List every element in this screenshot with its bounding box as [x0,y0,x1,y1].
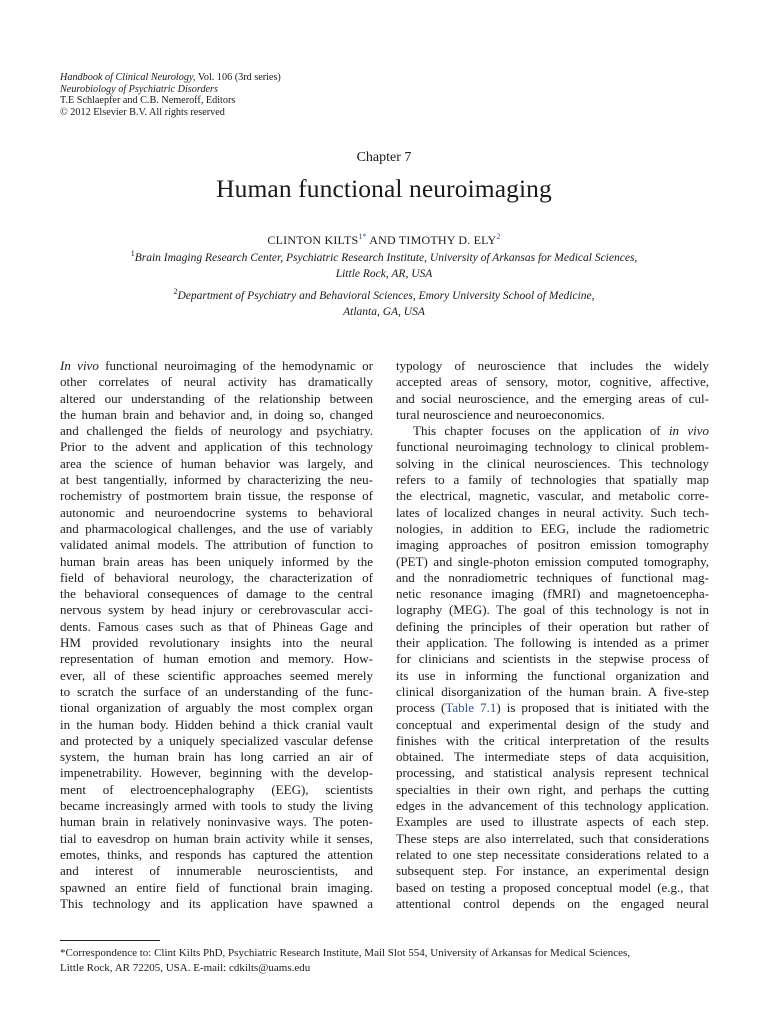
text-line: This chapter focuses on the application of in vivo [413,423,710,439]
author-affiliation-mark[interactable]: 1* [358,232,367,241]
text-line: typology of neuroscience that includes the widely [396,358,709,373]
text-line: defining the principles of their operation but rather of [396,618,709,634]
text-line: specialties in their own right, and perhaps the cutting [396,781,709,797]
text-line: obtained. The intermediate steps of data acquisition, [396,749,709,765]
text-line: lates of localized changes in neural activity. Such tech- [396,504,709,520]
text-line: for clinicians and scientists in the stepwise process of [396,651,709,667]
author-affiliation-mark[interactable]: 2 [496,232,501,241]
text-line: in the human body. Hidden behind a thick cranial vault [60,716,373,732]
affiliation-location: Atlanta, GA, USA [343,306,425,318]
volume-info: Vol. 106 (3rd series) [195,72,281,83]
paragraph-lines [396,439,709,700]
text-line: its use in informing the functional organization and [396,667,709,683]
text-line: human brain areas has been uniquely informed by the [60,553,373,569]
text-line: impenetrability. However, beginning with the develop- [60,765,373,781]
text-line: conceptual and experimental design of the study and [396,716,709,732]
text-line: process (Table 7.1) is proposed that is initiated with the [396,700,710,716]
affiliation-location: Little Rock, AR, USA [335,268,433,280]
text-line: the electrical, magnetic, vascular, and metabolic corre- [396,488,709,504]
chapter-label: Chapter 7 [356,150,412,165]
text-line: (PET) and single-photon emission computed tomography, [396,553,709,569]
paragraph-lines [396,358,709,423]
correspondence-footnote [60,946,710,976]
chapter-title: Human functional neuroimaging [216,174,552,203]
text-line: area the science of human behavior was largely, and [60,455,373,471]
affiliation-1 [80,250,688,282]
copyright: © 2012 Elsevier B.V. All rights reserved [60,106,225,118]
affiliation-text: Department of Psychiatry and Behavioral Sciences, Emory University School of Medicine, [177,290,595,302]
text-line: netic resonance imaging (fMRI) and magnetoencepha- [396,586,709,602]
text-line: the human brain and behavior and, in doing so, changed [60,406,373,422]
body-column-left [60,358,373,912]
text-line: and social neuroscience, and the emerging areas of cul- [396,390,709,406]
text-line: nologies, in addition to EEG, include the radiometric [396,520,709,536]
text-line: ment of electroencephalography (EEG), scientists [60,781,373,797]
text-line: These steps are also interrelated, such that considerations [396,830,709,846]
text-line: emotes, thinks, and responds has captured the attention [60,846,373,862]
author-line [0,233,768,248]
italic-term: In vivo [60,358,99,373]
footnote-line: Little Rock, AR 72205, USA. E-mail: cdkilts@uams.edu [60,962,311,974]
text-line: field of behavioral neurology, the characterization of [60,569,373,585]
text-line: autonomic and neuroendocrine systems to behavioral [60,504,373,520]
affiliation-number: 1 [130,249,135,259]
text-line: and challenged the fields of neurology and psychiatry. [60,423,373,439]
paragraph-lines [60,374,373,912]
text-line: system, the human brain has long carried an air of [60,749,373,765]
text-line: finishes with the critical interpretation of the results [396,732,709,748]
text-line: their application. The following is intended as a primer [396,635,709,651]
text-line: lography (MEG). The goal of this technology is not in [396,602,709,618]
affiliation-2 [80,288,688,320]
text-line: imaging approaches of positron emission tomography [396,537,709,553]
text-line: tial to eavesdrop on human brain activity while it senses, [60,830,373,846]
editors: T.E Schlaepfer and C.B. Nemeroff, Editors [60,95,236,107]
text-line: and protected by a uniquely specialized vascular defense [60,732,373,748]
text-line: the behavioral consequences of damage to the central [60,586,373,602]
volume-title: Neurobiology of Psychiatric Disorders [60,83,218,95]
text-line: solving in the clinical neurosciences. This technology [396,455,709,471]
text-line: HM provided revolutionary insights into the neural [60,635,373,651]
text-line: subsequent step. For instance, an experimental design [396,863,709,879]
italic-term: in vivo [668,423,710,439]
text-line: ever, all of these scientific approaches seemed merely [60,667,373,683]
text-line: functional neuroimaging technology to clinical problem- [396,439,709,455]
author-name: CLINTON KILTS [267,233,359,247]
author-connector: AND [366,233,399,247]
text-line: became increasingly armed with tools to study the living [60,798,373,814]
text-line: validated animal models. The attribution of function to [60,537,373,553]
text-line: at best tangentially, informed by characterizing the neu- [60,472,373,488]
text-line: to scratch the surface of an understanding of the func- [60,683,373,699]
text-line: and pharmacological challenges, and the use of variably [60,520,373,536]
table-reference-link[interactable]: Table 7.1 [445,700,497,716]
text-line: This technology and its application have spawned a [60,895,373,911]
text-line: and interest of innumerable neuroscientists, and [60,863,373,879]
text-line: altered our understanding of the relationship between [60,390,373,406]
text-line: refers to a family of technologies that spatially map [396,472,709,488]
text-line: nervous system by head injury or cerebrovascular acci- [60,602,373,618]
text-line: other correlates of neural activity has dramatically [60,374,373,390]
author-name: TIMOTHY D. ELY [398,233,497,247]
text-line: based on testing a proposed conceptual model (e.g., that [396,879,709,895]
publication-info [60,72,281,118]
footnote-rule [60,940,160,941]
paragraph-lines [396,717,709,913]
affiliation-text: Brain Imaging Research Center, Psychiatric Research Institute, University of Arkansas for Medical Sciences, [134,252,638,264]
text-line: human brain in relatively noninvasive ways. The poten- [60,814,373,830]
text-line: In vivo functional neuroimaging of the hemodynamic or [60,358,373,373]
text-line: related to one step necessitate considerations related to a [396,846,709,862]
text-line: Examples are used to illustrate aspects of each step. [396,814,709,830]
body-column-right [396,358,709,912]
text-line: processing, and statistical analysis represent technical [396,765,709,781]
affiliation-number: 2 [173,287,178,297]
series-title: Handbook of Clinical Neurology, [60,72,196,83]
text-line: and the nonradiometric techniques of functional mag- [396,569,709,585]
text-line: representation of human emotion and memory. How- [60,651,373,667]
text-line: rochemistry of postmortem brain tissue, the response of [60,488,373,504]
text-line: tural neuroscience and neuroeconomics. [396,406,605,422]
text-line: accepted areas of sensory, motor, cognitive, affective, [396,374,709,390]
footnote-line: *Correspondence to: Clint Kilts PhD, Psychiatric Research Institute, Mail Slot 554, University of Arkansas for Medical Sciences, [60,947,631,959]
text-line: spawned an entire field of functional brain imaging. [60,879,373,895]
text-line: Prior to the advent and application of this technology [60,439,373,455]
text-line: clinical disorganization of the human brain. A five-step [396,683,709,699]
text-line: tional organization of arguably the most complex organ [60,700,373,716]
text-line: attentional control depends on the engaged neural [396,895,709,911]
text-line: dents. Famous cases such as that of Phineas Gage and [60,618,373,634]
text-line: edges in the advancement of this technology application. [396,798,709,814]
